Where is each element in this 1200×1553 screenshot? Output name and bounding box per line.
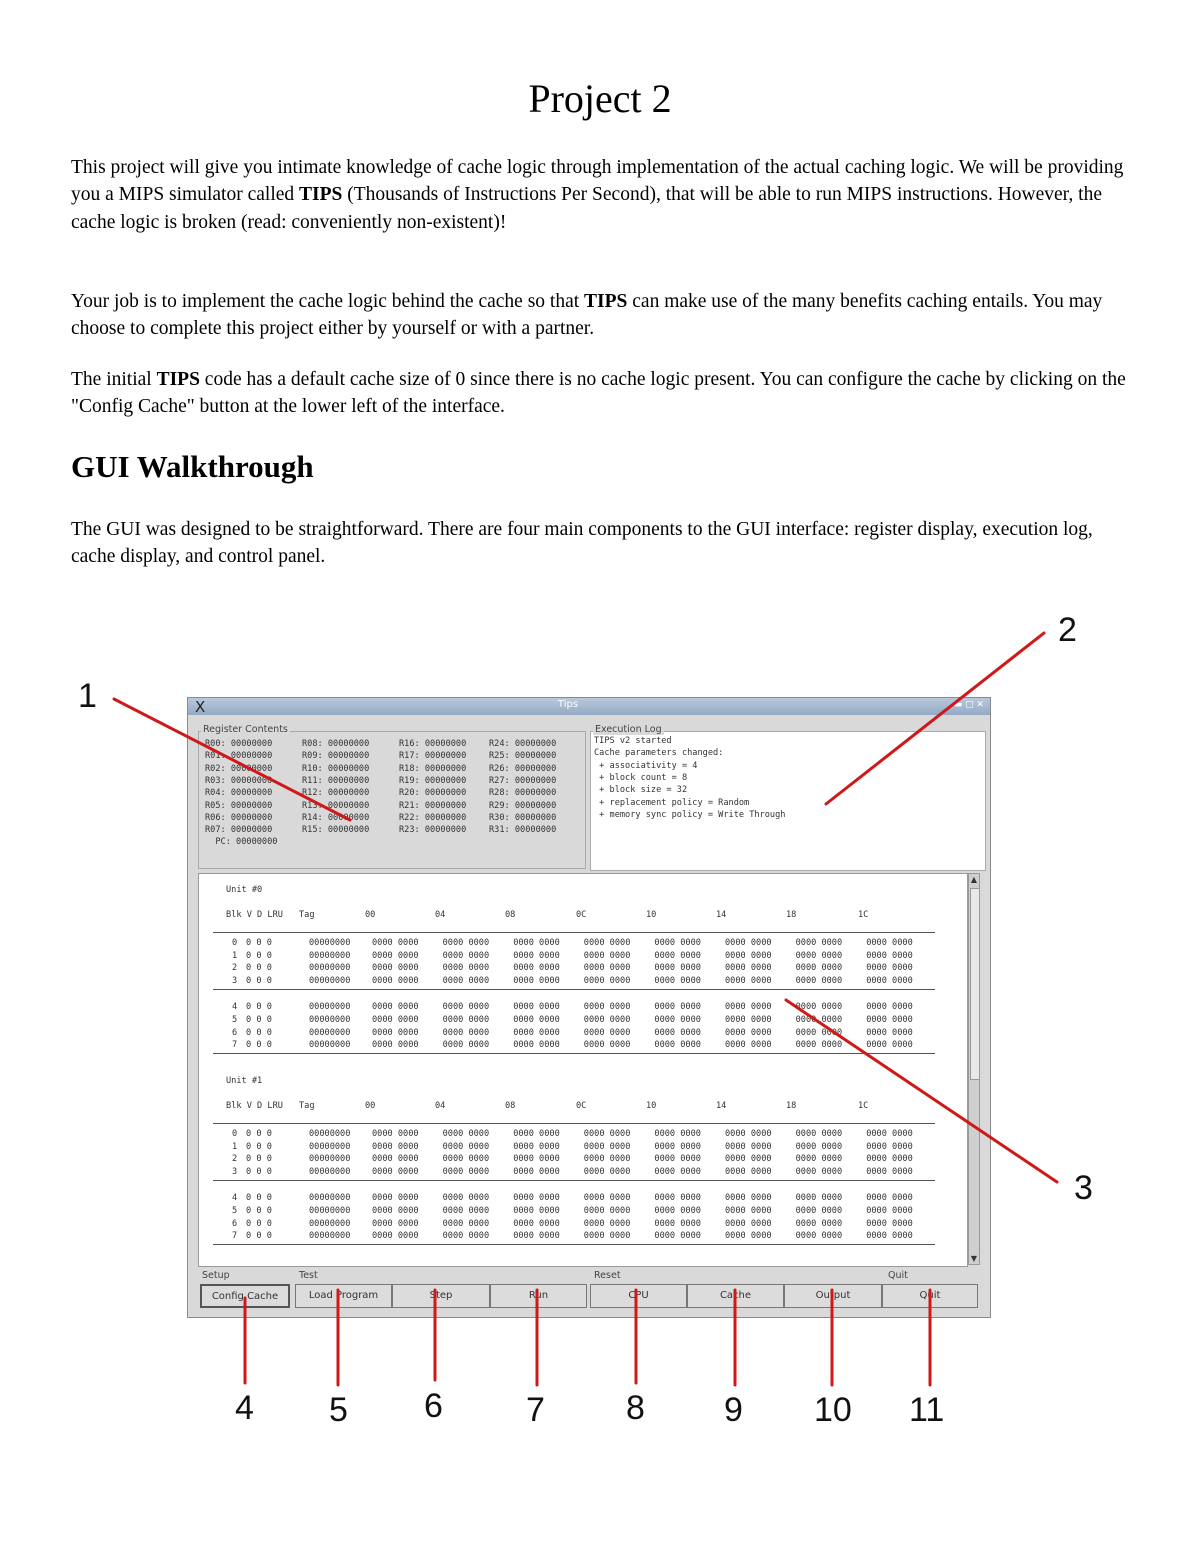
cache-column-header: Blk V D LRU <box>226 910 283 920</box>
log-line: + replacement policy = Random <box>594 797 750 808</box>
cache-column-header: 1C <box>858 1101 869 1111</box>
cache-block-word: 0000 0000 <box>372 1141 419 1152</box>
config-paragraph <box>71 366 1131 421</box>
register-value: R23: 00000000 <box>399 825 467 836</box>
cache-block-flags: 0 0 0 <box>246 963 272 974</box>
cache-block-word: 0000 0000 <box>442 938 490 948</box>
cache-block-word: 0000 0000 <box>795 1129 843 1139</box>
cache-block-word: 0000 0000 <box>513 1002 560 1013</box>
cache-block-word: 0000 0000 <box>866 1141 913 1152</box>
cache-block-word: 0000 0000 <box>583 1141 631 1152</box>
window-titlebar <box>188 698 990 715</box>
cache-block-flags: 0 0 0 <box>246 1193 272 1204</box>
cache-block-flags: 0 0 0 <box>246 1231 272 1242</box>
page-title: Project 2 <box>528 76 672 121</box>
intro-paragraph <box>71 154 1131 236</box>
config-cache-button[interactable]: Config Cache <box>200 1284 290 1308</box>
callout-5: 5 <box>329 1391 348 1429</box>
cache-block-word: 0000 0000 <box>795 1141 843 1152</box>
cache-block-word: 0000 0000 <box>583 1027 631 1038</box>
cache-block-word: 0000 0000 <box>654 938 701 948</box>
register-value: R02: 00000000 <box>205 763 273 774</box>
cache-display-panel <box>198 873 968 1267</box>
cache-block-word: 0000 0000 <box>372 1015 419 1025</box>
table-divider <box>213 1123 935 1124</box>
callout-8: 8 <box>626 1389 645 1427</box>
callout-3: 3 <box>1074 1169 1093 1207</box>
reset-output-button[interactable]: Output <box>784 1284 882 1308</box>
cache-column-header: 00 <box>365 1101 376 1111</box>
load-program-button[interactable]: Load Program <box>295 1284 392 1308</box>
window-controls-icon: ▬ □ ✕ <box>953 700 984 710</box>
register-value: R20: 00000000 <box>399 788 467 799</box>
cache-block-word: 0000 0000 <box>795 1166 843 1177</box>
cache-block-index: 7 <box>232 1040 238 1051</box>
register-value: R10: 00000000 <box>302 763 370 774</box>
cache-block-word: 0000 0000 <box>513 1015 560 1025</box>
log-line: + memory sync policy = Write Through <box>594 809 786 820</box>
register-value: R14: 00000000 <box>302 812 370 823</box>
table-divider <box>213 1180 935 1181</box>
cache-block-word: 0000 0000 <box>583 1154 631 1165</box>
table-divider <box>213 989 935 990</box>
cache-block-word: 0000 0000 <box>372 963 419 974</box>
register-value: R19: 00000000 <box>399 775 467 786</box>
cache-block-word: 0000 0000 <box>866 1166 913 1177</box>
register-value: R27: 00000000 <box>489 775 557 786</box>
register-value: R22: 00000000 <box>399 812 467 823</box>
register-value: R12: 00000000 <box>302 788 370 799</box>
cache-block-word: 0000 0000 <box>795 975 843 986</box>
reset-group-label: Reset <box>594 1270 621 1281</box>
cache-block-tag: 00000000 <box>309 1027 351 1038</box>
cache-column-header: 14 <box>716 1101 727 1111</box>
cache-block-index: 0 <box>232 938 238 948</box>
cache-block-word: 0000 0000 <box>372 938 419 948</box>
cache-block-word: 0000 0000 <box>442 1154 490 1165</box>
cache-block-tag: 00000000 <box>309 1154 351 1165</box>
callout-4: 4 <box>235 1389 254 1427</box>
table-divider <box>213 932 935 933</box>
intro-text-c: (Thousands of Instructions Per Second), that will be able to run MIPS instructions. However, the cache logic is broken (read: conveniently non-existent)! <box>71 184 1102 233</box>
section-heading: GUI Walkthrough <box>71 449 314 484</box>
cache-column-header: 1C <box>858 910 869 920</box>
cache-block-word: 0000 0000 <box>725 1002 772 1013</box>
cache-block-word: 0000 0000 <box>866 1231 913 1242</box>
cache-block-word: 0000 0000 <box>725 1129 772 1139</box>
intro-text-tips: TIPS <box>299 184 343 206</box>
cache-block-word: 0000 0000 <box>654 1206 701 1216</box>
scroll-down-icon[interactable]: ▼ <box>970 1254 978 1263</box>
cache-block-word: 0000 0000 <box>725 1231 772 1242</box>
cache-block-word: 0000 0000 <box>725 1040 772 1051</box>
cache-block-flags: 0 0 0 <box>246 1015 272 1025</box>
cache-block-word: 0000 0000 <box>442 950 490 961</box>
cache-block-word: 0000 0000 <box>372 1166 419 1177</box>
cache-block-index: 7 <box>232 1231 238 1242</box>
cache-block-word: 0000 0000 <box>654 1040 701 1051</box>
cache-block-word: 0000 0000 <box>442 1015 490 1025</box>
cache-block-word: 0000 0000 <box>654 1141 701 1152</box>
cache-block-index: 6 <box>232 1027 238 1038</box>
cache-column-header: 18 <box>786 910 797 920</box>
cache-block-word: 0000 0000 <box>795 1027 843 1038</box>
cache-block-index: 4 <box>232 1193 238 1204</box>
log-line: + block size = 32 <box>594 785 688 796</box>
cache-column-header: 18 <box>786 1101 797 1111</box>
scroll-up-icon[interactable]: ▲ <box>970 875 978 884</box>
cache-block-word: 0000 0000 <box>513 1027 560 1038</box>
cache-block-word: 0000 0000 <box>866 950 913 961</box>
cache-block-tag: 00000000 <box>309 1141 351 1152</box>
quit-button[interactable]: Quit <box>882 1284 978 1308</box>
cache-block-index: 3 <box>232 975 238 986</box>
register-value: R09: 00000000 <box>302 751 370 762</box>
callout-6: 6 <box>424 1387 443 1425</box>
register-value: R25: 00000000 <box>489 751 557 762</box>
cache-block-word: 0000 0000 <box>725 1193 772 1204</box>
cache-column-header: Tag <box>299 1101 315 1111</box>
cache-block-word: 0000 0000 <box>583 963 631 974</box>
cache-column-header: 10 <box>646 910 657 920</box>
log-line: TIPS v2 started <box>594 736 672 746</box>
register-value: R17: 00000000 <box>399 751 467 762</box>
cache-block-word: 0000 0000 <box>583 950 631 961</box>
cache-block-word: 0000 0000 <box>866 938 913 948</box>
tips-window-screenshot <box>187 697 991 1318</box>
execution-log-label: Execution Log <box>595 724 662 735</box>
cache-block-index: 2 <box>232 1154 238 1165</box>
cache-block-tag: 00000000 <box>309 975 351 986</box>
cache-column-header: Tag <box>299 910 315 920</box>
cache-block-word: 0000 0000 <box>513 1040 560 1051</box>
cache-block-word: 0000 0000 <box>372 1231 419 1242</box>
cache-block-word: 0000 0000 <box>654 1154 701 1165</box>
cache-block-word: 0000 0000 <box>795 1002 843 1013</box>
cache-column-header: 08 <box>505 1101 516 1111</box>
register-value: R24: 00000000 <box>489 739 557 749</box>
cache-block-tag: 00000000 <box>309 963 351 974</box>
cache-block-word: 0000 0000 <box>654 1166 701 1177</box>
cache-block-word: 0000 0000 <box>583 975 631 986</box>
cache-block-word: 0000 0000 <box>583 1218 631 1229</box>
register-value: R26: 00000000 <box>489 763 557 774</box>
callout-11: 11 <box>909 1391 945 1429</box>
cache-block-word: 0000 0000 <box>442 963 490 974</box>
cache-block-word: 0000 0000 <box>725 1141 772 1152</box>
callout-10: 10 <box>814 1391 852 1429</box>
cache-block-word: 0000 0000 <box>442 1193 490 1204</box>
cache-block-word: 0000 0000 <box>372 1129 419 1139</box>
cache-block-word: 0000 0000 <box>866 1040 913 1051</box>
cache-block-word: 0000 0000 <box>372 975 419 986</box>
cache-block-word: 0000 0000 <box>372 1154 419 1165</box>
cache-block-word: 0000 0000 <box>654 975 701 986</box>
run-button[interactable]: Run <box>490 1284 587 1308</box>
cache-block-word: 0000 0000 <box>442 1141 490 1152</box>
cache-block-word: 0000 0000 <box>866 1015 913 1025</box>
cache-block-word: 0000 0000 <box>583 1015 631 1025</box>
cache-block-word: 0000 0000 <box>795 1218 843 1229</box>
cache-block-word: 0000 0000 <box>725 1027 772 1038</box>
register-value: R07: 00000000 <box>205 825 273 836</box>
register-value: R04: 00000000 <box>205 788 273 799</box>
cache-block-flags: 0 0 0 <box>246 1129 272 1139</box>
scroll-thumb[interactable] <box>970 888 980 1080</box>
cache-column-header: 04 <box>435 1101 446 1111</box>
cache-block-word: 0000 0000 <box>442 1002 490 1013</box>
cache-block-word: 0000 0000 <box>442 1027 490 1038</box>
step-button[interactable]: Step <box>392 1284 490 1308</box>
test-group-label: Test <box>299 1270 318 1281</box>
cache-block-tag: 00000000 <box>309 938 351 948</box>
log-line: Cache parameters changed: <box>594 748 724 759</box>
register-value: R06: 00000000 <box>205 812 273 823</box>
cache-block-word: 0000 0000 <box>654 1002 701 1013</box>
register-panel-label: Register Contents <box>203 724 288 735</box>
cache-block-word: 0000 0000 <box>654 1231 701 1242</box>
cache-block-flags: 0 0 0 <box>246 1154 272 1165</box>
cache-block-word: 0000 0000 <box>795 963 843 974</box>
cache-block-word: 0000 0000 <box>513 1129 560 1139</box>
cache-block-word: 0000 0000 <box>513 1166 560 1177</box>
register-value: R00: 00000000 <box>205 739 273 749</box>
cache-block-index: 2 <box>232 963 238 974</box>
register-value: R21: 00000000 <box>399 800 467 811</box>
table-divider <box>213 1053 935 1054</box>
cache-block-index: 5 <box>232 1206 238 1216</box>
config-text-a: The initial <box>71 369 157 390</box>
cache-block-word: 0000 0000 <box>372 1027 419 1038</box>
cache-block-word: 0000 0000 <box>583 938 631 948</box>
cache-block-word: 0000 0000 <box>442 1040 490 1051</box>
cache-block-word: 0000 0000 <box>795 1040 843 1051</box>
callout-2: 2 <box>1058 611 1077 649</box>
cache-block-tag: 00000000 <box>309 1002 351 1013</box>
cache-unit-label: Unit #1 <box>226 1076 263 1086</box>
quit-group-label: Quit <box>888 1270 908 1281</box>
cache-block-word: 0000 0000 <box>866 963 913 974</box>
cache-block-index: 6 <box>232 1218 238 1229</box>
register-value: R01: 00000000 <box>205 751 273 762</box>
register-value: R05: 00000000 <box>205 800 273 811</box>
cache-block-word: 0000 0000 <box>654 1015 701 1025</box>
cache-block-flags: 0 0 0 <box>246 975 272 986</box>
cache-block-word: 0000 0000 <box>372 1206 419 1216</box>
cache-block-word: 0000 0000 <box>372 1193 419 1204</box>
register-value: R08: 00000000 <box>302 739 370 749</box>
cache-block-word: 0000 0000 <box>583 1002 631 1013</box>
cache-block-tag: 00000000 <box>309 1218 351 1229</box>
job-text-c: can make use of the many benefits caching entails. You may choose to complete this project either by yourself or with a partner. <box>71 291 1103 340</box>
cache-block-word: 0000 0000 <box>372 1040 419 1051</box>
cache-column-header: 08 <box>505 910 516 920</box>
cache-block-word: 0000 0000 <box>372 950 419 961</box>
cache-column-header: 10 <box>646 1101 657 1111</box>
cache-block-tag: 00000000 <box>309 950 351 961</box>
cache-block-tag: 00000000 <box>309 1040 351 1051</box>
cache-block-tag: 00000000 <box>309 1206 351 1216</box>
cache-block-word: 0000 0000 <box>725 963 772 974</box>
intro-text-a: This project will give you intimate knowledge of cache logic through implementation of the actual caching logic. We will be providing you a MIPS simulator called <box>71 157 1124 206</box>
cache-block-word: 0000 0000 <box>654 1218 701 1229</box>
cache-block-word: 0000 0000 <box>654 1027 701 1038</box>
cache-scrollbar[interactable] <box>968 873 980 1265</box>
cache-block-flags: 0 0 0 <box>246 1206 272 1216</box>
cache-block-word: 0000 0000 <box>372 1002 419 1013</box>
register-value: R16: 00000000 <box>399 739 467 749</box>
cache-block-word: 0000 0000 <box>795 1154 843 1165</box>
cache-block-word: 0000 0000 <box>513 975 560 986</box>
callout-9: 9 <box>724 1391 743 1429</box>
cache-block-word: 0000 0000 <box>795 1193 843 1204</box>
cache-block-word: 0000 0000 <box>513 1206 560 1216</box>
cache-block-word: 0000 0000 <box>866 975 913 986</box>
cache-block-word: 0000 0000 <box>654 1129 701 1139</box>
cache-column-header: 0C <box>576 1101 587 1111</box>
cache-column-header: 00 <box>365 910 376 920</box>
cache-block-word: 0000 0000 <box>583 1166 631 1177</box>
cache-block-word: 0000 0000 <box>442 1206 490 1216</box>
cache-block-word: 0000 0000 <box>513 950 560 961</box>
job-text-tips: TIPS <box>584 291 628 312</box>
job-text-a: Your job is to implement the cache logic behind the cache so that <box>71 291 585 312</box>
cache-block-index: 1 <box>232 1141 238 1152</box>
cache-block-index: 5 <box>232 1015 238 1025</box>
cache-block-word: 0000 0000 <box>442 1166 490 1177</box>
cache-block-index: 0 <box>232 1129 238 1139</box>
register-value: R03: 00000000 <box>205 775 273 786</box>
cache-block-word: 0000 0000 <box>866 1206 913 1216</box>
register-value: R18: 00000000 <box>399 763 467 774</box>
cache-block-tag: 00000000 <box>309 1231 351 1242</box>
pc-register-value: PC: 00000000 <box>205 837 278 848</box>
cache-block-word: 0000 0000 <box>725 1206 772 1216</box>
config-text-c: code has a default cache size of 0 since there is no cache logic present. You can configure the cache by clicking on the "Config Cache" button at the lower left of the interface. <box>71 369 1126 418</box>
cache-block-index: 3 <box>232 1166 238 1177</box>
table-divider <box>213 1244 935 1245</box>
cache-block-tag: 00000000 <box>309 1015 351 1025</box>
reset-cpu-button[interactable]: CPU <box>590 1284 687 1308</box>
reset-cache-button[interactable]: Cache <box>687 1284 784 1308</box>
cache-block-word: 0000 0000 <box>866 1193 913 1204</box>
cache-block-word: 0000 0000 <box>795 1206 843 1216</box>
cache-block-flags: 0 0 0 <box>246 1166 272 1177</box>
cache-block-index: 4 <box>232 1002 238 1013</box>
cache-block-word: 0000 0000 <box>654 1193 701 1204</box>
cache-block-word: 0000 0000 <box>795 950 843 961</box>
gui-paragraph: The GUI was designed to be straightforward. There are four main components to the GUI interface: register display, execution log, cache display, and control panel. <box>71 519 1093 568</box>
cache-block-word: 0000 0000 <box>513 1193 560 1204</box>
register-value: R31: 00000000 <box>489 825 557 836</box>
cache-block-word: 0000 0000 <box>866 1129 913 1139</box>
cache-block-word: 0000 0000 <box>442 1218 490 1229</box>
cache-block-word: 0000 0000 <box>513 963 560 974</box>
cache-block-flags: 0 0 0 <box>246 1141 272 1152</box>
cache-block-tag: 00000000 <box>309 1193 351 1204</box>
cache-block-word: 0000 0000 <box>725 950 772 961</box>
cache-block-word: 0000 0000 <box>442 1129 490 1139</box>
log-line: + associativity = 4 <box>594 760 698 771</box>
cache-unit-label: Unit #0 <box>226 885 263 895</box>
cache-block-word: 0000 0000 <box>583 1193 631 1204</box>
cache-block-word: 0000 0000 <box>725 938 772 948</box>
log-line: + block count = 8 <box>594 772 688 783</box>
cache-block-word: 0000 0000 <box>866 1218 913 1229</box>
cache-block-word: 0000 0000 <box>654 963 701 974</box>
cache-block-flags: 0 0 0 <box>246 950 272 961</box>
x-logo-icon: X <box>195 698 206 716</box>
cache-block-word: 0000 0000 <box>442 1231 490 1242</box>
register-value: R13: 00000000 <box>302 800 370 811</box>
cache-block-word: 0000 0000 <box>866 1002 913 1013</box>
cache-block-word: 0000 0000 <box>725 975 772 986</box>
execution-log-panel <box>590 731 986 871</box>
setup-group-label: Setup <box>202 1270 230 1281</box>
cache-block-word: 0000 0000 <box>513 938 560 948</box>
cache-block-word: 0000 0000 <box>513 1154 560 1165</box>
cache-block-word: 0000 0000 <box>513 1218 560 1229</box>
cache-block-word: 0000 0000 <box>795 1015 843 1025</box>
cache-block-word: 0000 0000 <box>583 1129 631 1139</box>
config-text-tips: TIPS <box>156 369 200 390</box>
cache-block-flags: 0 0 0 <box>246 1027 272 1038</box>
cache-block-flags: 0 0 0 <box>246 938 272 948</box>
register-value: R11: 00000000 <box>302 775 370 786</box>
cache-column-header: 14 <box>716 910 727 920</box>
register-panel <box>198 731 586 869</box>
cache-block-word: 0000 0000 <box>513 1141 560 1152</box>
cache-block-tag: 00000000 <box>309 1129 351 1139</box>
register-value: R15: 00000000 <box>302 825 370 836</box>
cache-column-header: 0C <box>576 910 587 920</box>
cache-block-word: 0000 0000 <box>866 1154 913 1165</box>
callout-1: 1 <box>78 677 97 715</box>
job-paragraph <box>71 288 1131 343</box>
cache-column-header: Blk V D LRU <box>226 1101 283 1111</box>
cache-block-word: 0000 0000 <box>583 1231 631 1242</box>
cache-block-word: 0000 0000 <box>442 975 490 986</box>
cache-block-word: 0000 0000 <box>583 1040 631 1051</box>
cache-block-word: 0000 0000 <box>654 950 701 961</box>
register-value: R28: 00000000 <box>489 788 557 799</box>
cache-block-word: 0000 0000 <box>725 1154 772 1165</box>
cache-block-word: 0000 0000 <box>725 1166 772 1177</box>
cache-block-index: 1 <box>232 950 238 961</box>
register-value: R30: 00000000 <box>489 812 557 823</box>
cache-block-word: 0000 0000 <box>372 1218 419 1229</box>
window-title: Tips <box>557 699 579 710</box>
cache-block-flags: 0 0 0 <box>246 1040 272 1051</box>
cache-block-flags: 0 0 0 <box>246 1218 272 1229</box>
cache-block-word: 0000 0000 <box>725 1218 772 1229</box>
cache-block-word: 0000 0000 <box>866 1027 913 1038</box>
cache-column-header: 04 <box>435 910 446 920</box>
cache-block-flags: 0 0 0 <box>246 1002 272 1013</box>
cache-block-word: 0000 0000 <box>795 1231 843 1242</box>
callout-7: 7 <box>526 1391 545 1429</box>
register-value: R29: 00000000 <box>489 800 557 811</box>
cache-block-word: 0000 0000 <box>513 1231 560 1242</box>
cache-block-word: 0000 0000 <box>795 938 843 948</box>
cache-block-word: 0000 0000 <box>725 1015 772 1025</box>
cache-block-word: 0000 0000 <box>583 1206 631 1216</box>
cache-block-tag: 00000000 <box>309 1166 351 1177</box>
